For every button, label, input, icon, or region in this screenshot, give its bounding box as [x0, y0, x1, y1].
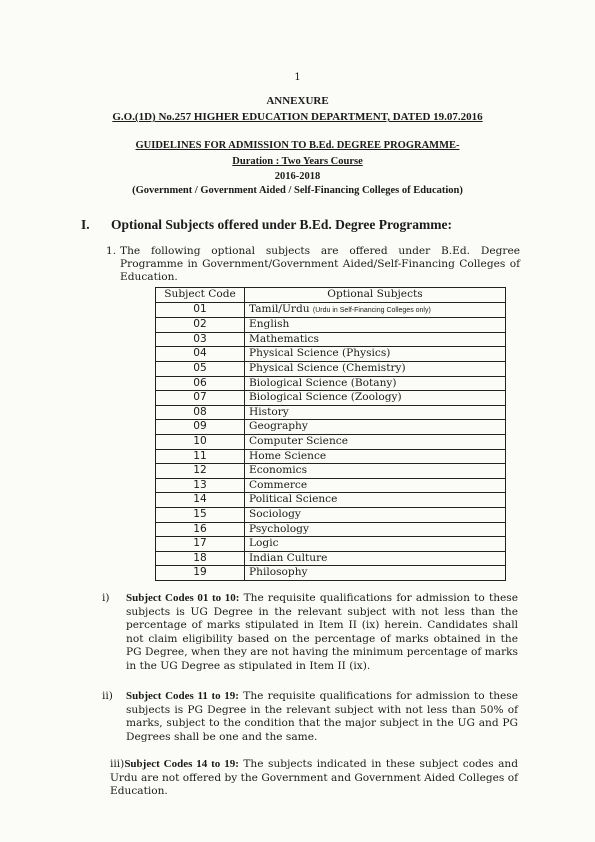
subject-name-cell: [245, 464, 506, 479]
subject-name-cell: [245, 405, 506, 420]
subject-name-cell: [245, 522, 506, 537]
subject-name-cell: [245, 332, 506, 347]
subject-name-cell: [245, 434, 506, 449]
subject-name: Home Science: [249, 449, 327, 462]
table-row: [156, 376, 506, 391]
subject-code-cell: 18: [156, 551, 245, 566]
note-marker: iii): [110, 758, 125, 770]
note-heading: Subject Codes 11 to 19:: [126, 690, 239, 702]
annexure-heading: ANNEXURE: [266, 95, 329, 107]
subject-name-cell: [245, 478, 506, 493]
table-row: [156, 332, 506, 347]
note-text: The requisite qualifications for admission to these subjects is PG Degree in the relevant subject with not less than 50% of marks, subject to the condition that the major subject in the UG and PG Degrees shall be one and the same.: [126, 690, 519, 743]
table-row: [156, 449, 506, 464]
subject-code-cell: 01: [156, 302, 245, 318]
subject-name: Logic: [249, 537, 279, 550]
subject-code-cell: 16: [156, 522, 245, 537]
table-row: [156, 493, 506, 508]
intro-text: The following optional subjects are offered under B.Ed. Degree Programme in Government/Government Aided/Self-Financing Colleges of Education.: [120, 245, 520, 283]
subject-code-cell: 14: [156, 493, 245, 508]
header-optional-subjects: Optional Subjects: [245, 288, 506, 303]
subject-code-cell: 02: [156, 318, 245, 333]
guidelines-title: GUIDELINES FOR ADMISSION TO B.Ed. DEGREE PROGRAMME-: [135, 140, 460, 151]
note-item-ii: [102, 690, 519, 744]
subject-name: Psychology: [249, 522, 309, 535]
subject-name: Indian Culture: [249, 551, 328, 564]
note-marker: ii): [102, 690, 113, 702]
note-item-iii: [110, 758, 518, 799]
table-row: [156, 434, 506, 449]
subject-code-cell: 15: [156, 507, 245, 522]
subject-name: Physical Science (Physics): [249, 347, 391, 360]
subject-name-cell: [245, 566, 506, 581]
subject-code-cell: 07: [156, 391, 245, 406]
subject-code-cell: 05: [156, 361, 245, 376]
note-text: The requisite qualifications for admission to these subjects is UG Degree in the relevant subject with not less than the percentage of marks stipulated in Item II (ix) herein. Candidates shall not claim eligibility based on the percentage of marks obtained in the PG Degree, when they are not having the minimum percentage of marks in the UG Degree as stipulated in Item II (ix).: [126, 592, 518, 672]
subject-name: Sociology: [249, 507, 301, 520]
table-row: [156, 405, 506, 420]
table-row: [156, 566, 506, 581]
subject-name: Tamil/Urdu: [249, 302, 310, 315]
subject-name: History: [249, 405, 289, 418]
intro-paragraph: [106, 245, 520, 284]
table-row: [156, 391, 506, 406]
subject-name: Computer Science: [249, 434, 348, 447]
table-row: [156, 361, 506, 376]
subject-name-cell: [245, 551, 506, 566]
table-header-row: [156, 288, 506, 303]
subject-name: Mathematics: [249, 332, 319, 345]
table-row: [156, 420, 506, 435]
subject-name: Economics: [249, 464, 308, 477]
subject-code-cell: 19: [156, 566, 245, 581]
subject-name: English: [249, 318, 290, 331]
subject-name-cell: [245, 376, 506, 391]
table-row: [156, 537, 506, 552]
subject-name-cell: [245, 347, 506, 362]
subject-name-cell: [245, 361, 506, 376]
table-row: [156, 478, 506, 493]
note-text: The subjects indicated in these subject codes and Urdu are not offered by the Government and Government Aided Colleges of Education.: [110, 758, 519, 797]
table-row: [156, 302, 506, 318]
subject-code-cell: 17: [156, 537, 245, 552]
table-row: [156, 464, 506, 479]
subject-code-cell: 13: [156, 478, 245, 493]
note-item-i: [102, 592, 518, 673]
subject-code-cell: 03: [156, 332, 245, 347]
page-number: 1: [294, 72, 301, 83]
subject-name: Geography: [249, 420, 308, 433]
subject-name: Biological Science (Zoology): [249, 391, 402, 404]
subject-name: Philosophy: [249, 566, 308, 579]
subject-code-cell: 04: [156, 347, 245, 362]
subject-code-cell: 09: [156, 420, 245, 435]
subject-name: Political Science: [249, 493, 338, 506]
section-number: I.: [81, 217, 90, 232]
subject-name-cell: [245, 302, 506, 318]
subject-name-cell: [245, 493, 506, 508]
subject-name-cell: [245, 449, 506, 464]
subject-code-cell: 06: [156, 376, 245, 391]
header-subject-code: Subject Code: [156, 288, 245, 303]
intro-number: 1.: [106, 245, 117, 257]
section-heading: [81, 217, 452, 233]
table-row: [156, 507, 506, 522]
academic-years: 2016-2018: [274, 171, 321, 182]
subject-name: Physical Science (Chemistry): [249, 361, 406, 374]
subject-code-cell: 12: [156, 464, 245, 479]
subject-name-cell: [245, 391, 506, 406]
table-row: [156, 318, 506, 333]
note-marker: i): [102, 592, 110, 604]
subject-name-cell: [245, 537, 506, 552]
subject-name-cell: [245, 507, 506, 522]
go-reference: G.O.(1D) No.257 HIGHER EDUCATION DEPARTMENT, DATED 19.07.2016: [112, 111, 483, 123]
subject-note: (Urdu in Self-Financing Colleges only): [312, 306, 431, 314]
subject-code-cell: 10: [156, 434, 245, 449]
subject-name-cell: [245, 318, 506, 333]
note-heading: Subject Codes 14 to 19:: [124, 758, 239, 770]
note-heading: Subject Codes 01 to 10:: [126, 592, 240, 604]
subject-name-cell: [245, 420, 506, 435]
subject-name: Biological Science (Botany): [249, 376, 397, 389]
table-row: [156, 347, 506, 362]
table-row: [156, 551, 506, 566]
duration-line: Duration : Two Years Course: [232, 156, 363, 167]
subjects-table: [155, 287, 506, 581]
colleges-line: (Government / Government Aided / Self-Financing Colleges of Education): [132, 185, 463, 196]
subject-code-cell: 08: [156, 405, 245, 420]
subject-code-cell: 11: [156, 449, 245, 464]
subject-name: Commerce: [249, 478, 308, 491]
section-title: Optional Subjects offered under B.Ed. Degree Programme:: [111, 217, 452, 232]
table-row: [156, 522, 506, 537]
